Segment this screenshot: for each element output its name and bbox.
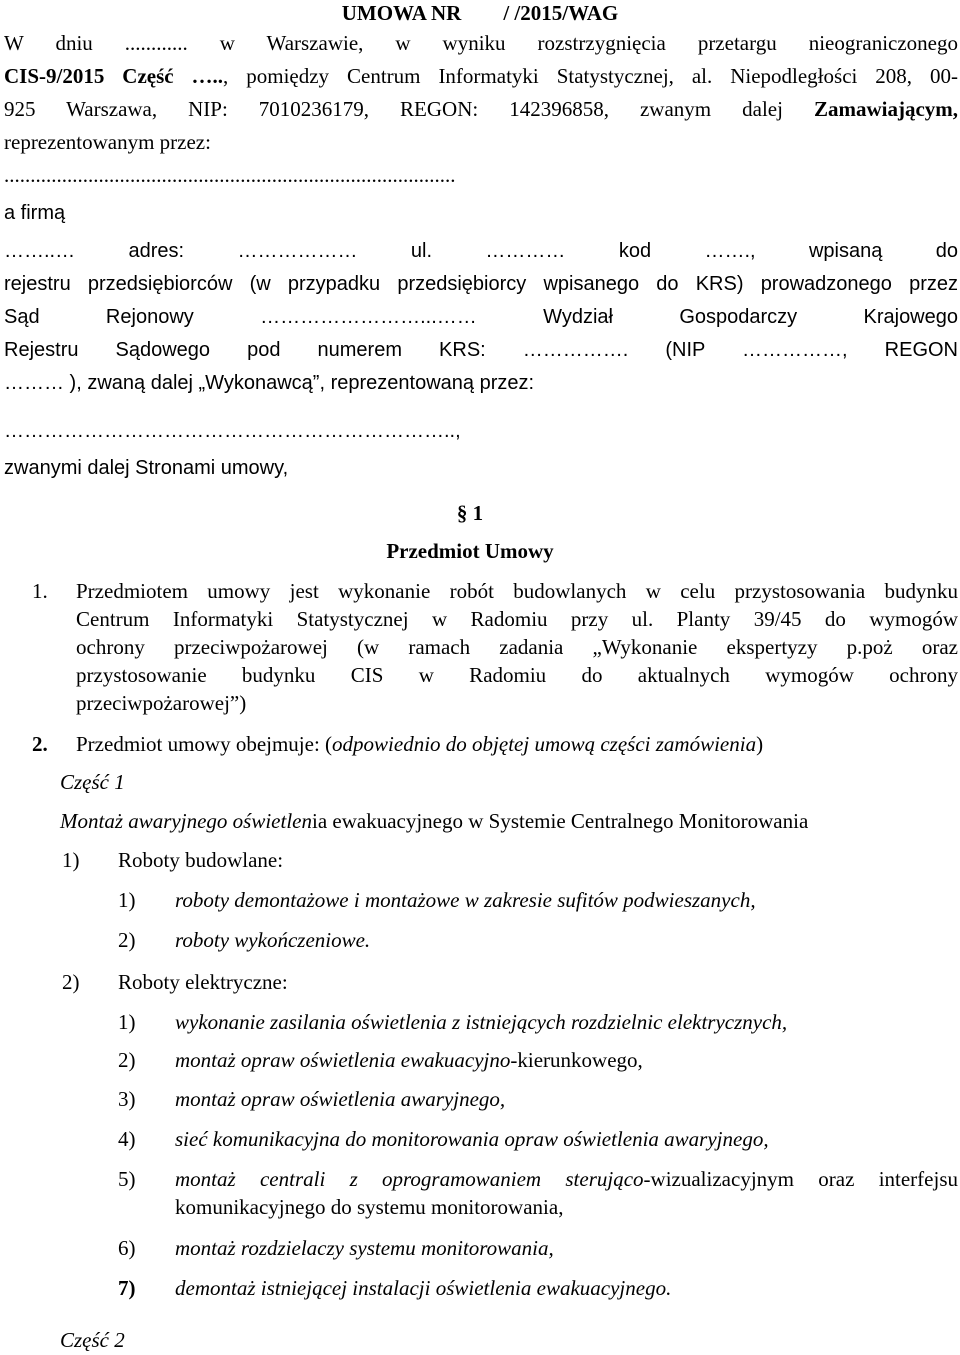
- item-2-text: Przedmiot umowy obejmuje: (odpowiednio do objętej umową części zamówienia): [76, 732, 764, 756]
- g2-item-7-number: 7): [118, 1276, 136, 1300]
- preamble-line-3: 925 Warszawa, NIP: 7010236179, REGON: 142396858, zwanym dalej Zamawiającym,: [4, 97, 959, 121]
- part-1-title: Montaż awaryjnego oświetlenia ewakuacyjnego w Systemie Centralnego Monitorowania: [60, 809, 809, 833]
- g1-item-1-number: 1): [118, 888, 136, 912]
- group-2-number: 2): [62, 970, 80, 994]
- item-1-line-5: przeciwpożarowej”): [76, 691, 247, 715]
- item-1-line-1: Przedmiotem umowy jest wykonanie robót budowlanych w celu przystosowania budynku: [76, 579, 958, 603]
- title-right: / /2015/WAG: [503, 1, 619, 25]
- preamble-registry-line: rejestru przedsiębiorców (w przypadku przedsiębiorcy wpisanego do KRS) prowadzonego przez: [4, 273, 958, 295]
- preamble-firma: a firmą: [4, 202, 66, 224]
- part-2-label: Część 2: [60, 1328, 125, 1352]
- party-zamawiajacy: Zamawiającym,: [813, 97, 959, 121]
- g1-item-1-text: roboty demontażowe i montażowe w zakresie sufitów podwieszanych,: [175, 888, 756, 912]
- g2-item-4-text: sieć komunikacyjna do monitorowania opraw oświetlenia awaryjnego,: [175, 1127, 769, 1151]
- g2-item-5-text-line-2: komunikacyjnego do systemu monitorowania,: [175, 1195, 564, 1219]
- preamble-line-2: CIS-9/2015 Część ….., pomiędzy Centrum Informatyki Statystycznej, al. Niepodległości 208, 00-: [4, 64, 958, 88]
- group-2-label: Roboty elektryczne:: [118, 970, 288, 994]
- g2-item-2-number: 2): [118, 1048, 136, 1072]
- tender-reference: CIS-9/2015 Część …..: [4, 64, 224, 88]
- section-heading: Przedmiot Umowy: [386, 539, 554, 563]
- title-left: UMOWA NR: [341, 1, 462, 25]
- group-1-number: 1): [62, 848, 80, 872]
- g2-item-1-text: wykonanie zasilania oświetlenia z istniejących rozdzielnic elektrycznych,: [175, 1010, 788, 1034]
- preamble-representative-dots: …………………………………………………………..,: [4, 420, 461, 442]
- preamble-line-4: reprezentowanym przez:: [4, 130, 211, 154]
- preamble-line-1: W dniu ............ w Warszawie, w wyniku rozstrzygnięcia przetargu nieograniczonego: [4, 31, 958, 55]
- g2-item-7-text: demontaż istniejącej instalacji oświetlenia ewakuacyjnego.: [175, 1276, 672, 1300]
- g1-item-2-text: roboty wykończeniowe.: [175, 928, 371, 952]
- item-1-number: 1.: [32, 579, 48, 603]
- g2-item-5-text: montaż centrali z oprogramowaniem sterująco-wizualizacyjnym oraz interfejsu: [175, 1167, 958, 1191]
- g2-item-6-number: 6): [118, 1236, 136, 1260]
- preamble-wykonawca-line: ……… ), zwaną dalej „Wykonawcą”, reprezentowaną przez:: [4, 372, 535, 394]
- g2-item-2-text: montaż opraw oświetlenia ewakuacyjno-kierunkowego,: [175, 1048, 643, 1072]
- item-1-line-4: przystosowanie budynku CIS w Radomiu do aktualnych wymogów ochrony: [76, 663, 958, 687]
- g2-item-3-number: 3): [118, 1087, 136, 1111]
- part-1-label: Część 1: [60, 770, 125, 794]
- preamble-dots: ......................................................................................: [4, 163, 456, 187]
- preamble-krs-line: Rejestru Sądowego pod numerem KRS: ……………. (NIP ……………, REGON: [4, 339, 958, 361]
- g2-item-1-number: 1): [118, 1010, 136, 1034]
- g1-item-2-number: 2): [118, 928, 136, 952]
- preamble-address-line: ……..… adres: ……………… ul. ………… kod ……., wpisaną do: [4, 240, 958, 262]
- preamble-parties-line: zwanymi dalej Stronami umowy,: [4, 457, 289, 479]
- item-1-line-3: ochrony przeciwpożarowej (w ramach zadania „Wykonanie ekspertyzy p.poż oraz: [76, 635, 958, 659]
- g2-item-3-text: montaż opraw oświetlenia awaryjnego,: [175, 1087, 506, 1111]
- contract-title: [0, 0, 960, 26]
- g2-item-4-number: 4): [118, 1127, 136, 1151]
- g2-item-5-number: 5): [118, 1167, 136, 1191]
- item-2-number: 2.: [32, 732, 48, 756]
- preamble-court-line: Sąd Rejonowy ……………………...…… Wydział Gospodarczy Krajowego: [4, 306, 958, 328]
- group-1-label: Roboty budowlane:: [118, 848, 284, 872]
- g2-item-6-text: montaż rozdzielaczy systemu monitorowania,: [175, 1236, 554, 1260]
- section-symbol: § 1: [456, 501, 484, 525]
- item-1-line-2: Centrum Informatyki Statystycznej w Radomiu przy ul. Planty 39/45 do wymogów: [76, 607, 958, 631]
- item-2-italic: odpowiednio do objętej umową części zamówienia: [332, 732, 757, 756]
